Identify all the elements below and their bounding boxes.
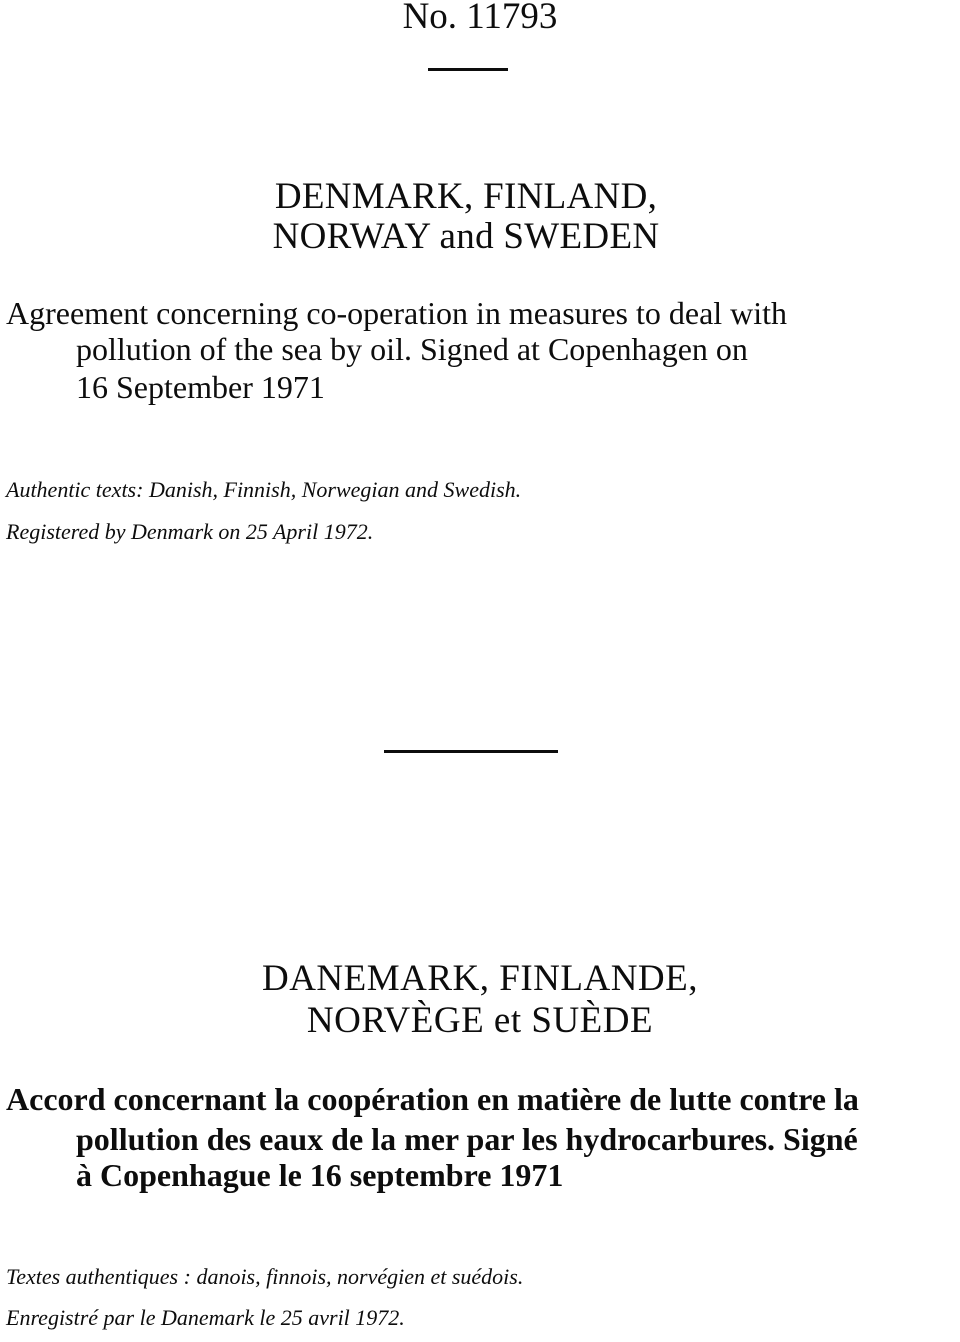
french-title-line-1: Accord concernant la coopération en matière de lutte contre la — [6, 1081, 859, 1117]
header-divider — [428, 68, 508, 71]
english-title-line-2: pollution of the sea by oil. Signed at Copenhagen on — [76, 331, 748, 367]
english-parties-line-2: NORWAY and SWEDEN — [272, 216, 660, 257]
english-title-line-3: 16 September 1971 — [76, 369, 325, 405]
french-parties-line-2: NORVÈGE et SUÈDE — [306, 1000, 654, 1041]
english-registration: Registered by Denmark on 25 April 1972. — [6, 519, 374, 544]
english-authentic-texts: Authentic texts: Danish, Finnish, Norwegian and Swedish. — [6, 477, 522, 502]
french-registration: Enregistré par le Danemark le 25 avril 1972. — [6, 1305, 405, 1330]
french-authentic-texts: Textes authentiques : danois, finnois, norvégien et suédois. — [6, 1264, 524, 1289]
english-parties-line-1: DENMARK, FINLAND, — [274, 176, 658, 217]
french-parties-line-1: DANEMARK, FINLANDE, — [261, 958, 698, 999]
english-title-line-1: Agreement concerning co-operation in measures to deal with — [6, 295, 788, 331]
treaty-number: No. 11793 — [402, 0, 558, 37]
section-divider — [384, 750, 558, 753]
french-title-line-3: à Copenhague le 16 septembre 1971 — [76, 1157, 564, 1193]
french-title-line-2: pollution des eaux de la mer par les hydrocarbures. Signé — [76, 1121, 858, 1157]
